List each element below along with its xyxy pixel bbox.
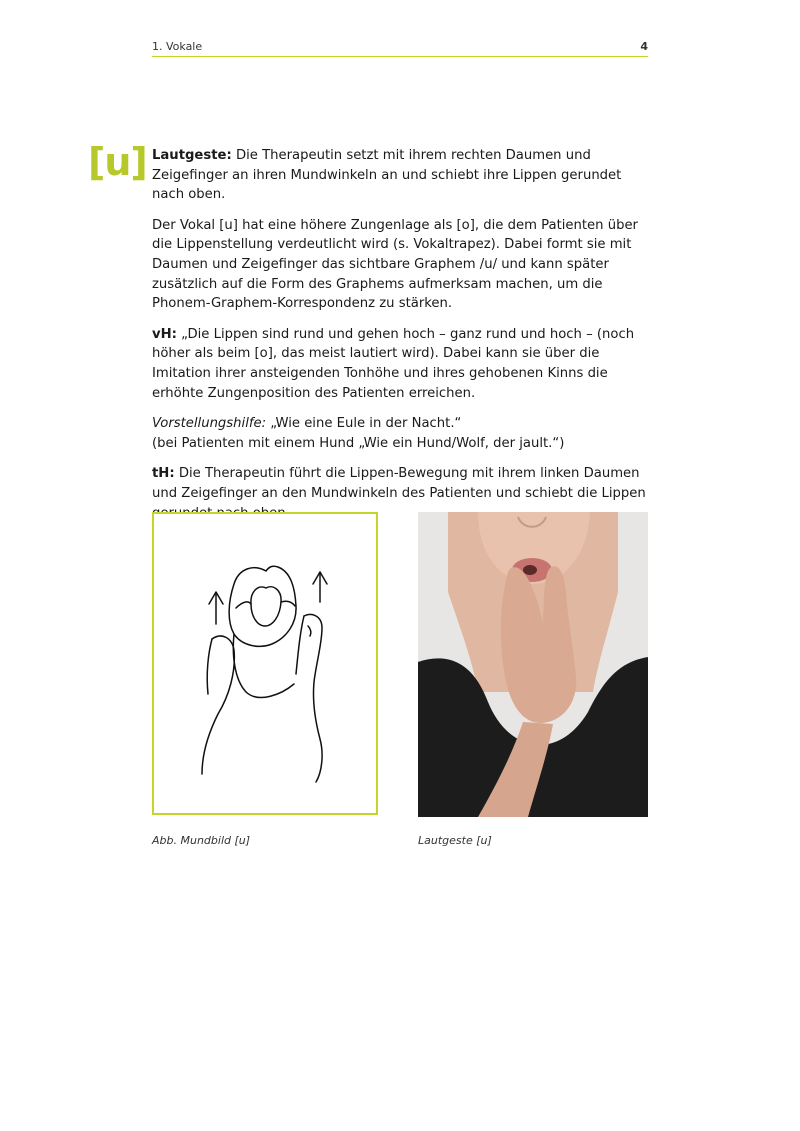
photo-illustration: [418, 512, 648, 817]
phoneme-symbol: [u]: [88, 140, 147, 184]
page-number: 4: [640, 40, 648, 53]
label-lautgeste: Lautgeste:: [152, 148, 232, 163]
paragraph-lautgeste: [152, 146, 652, 205]
label-vh: vH:: [152, 326, 177, 342]
caption-mundbild: Abb. Mundbild [u]: [152, 834, 251, 847]
text-th: Die Therapeutin führt die Lippen-Bewegung mit ihrem linken Daumen und Zeigefinger an den Mundwinkeln des Patienten und schiebt die Lippen: [152, 466, 646, 501]
page-header: [152, 38, 648, 57]
mouth-drawing-figure: [152, 512, 378, 815]
main-text: [152, 146, 652, 534]
caption-lautgeste: Lautgeste [u]: [418, 834, 492, 847]
lautgeste-photo: [418, 512, 648, 817]
mouth-drawing: [154, 514, 376, 813]
text-vh: „Die Lippen sind rund und gehen hoch – ganz rund und hoch – (noch höher als beim [o], das meist lautiert wird). Dabei kann sie über die Imitation ihrer ansteigenden Tonhöhe und ihres gehobenen Kinns die erhöhte Zungenposition des Patienten erreichen.: [152, 326, 635, 401]
label-vorstellungshilfe: Vorstellungshilfe:: [152, 416, 267, 432]
text-vokal: Der Vokal [u] hat eine höhere Zungenlage als [o], die dem Patienten über die Lippenstellung verdeutlicht wird (s. Vokaltrapez). Dabei formt sie mit Daumen und Zeigefinger das sichtbare Graphem /u/ und kann später zusätzlich auf die Form des Graphems aufmerksam machen, um die Phonem-Graphem-Korrespondenz zu stärken.: [152, 217, 638, 312]
text-lautgeste: Die Therapeutin setzt mit ihrem rechten Daumen und Zeigefinger an ihren Mundwinkeln an und schiebt ihre Lippen gerundet nach oben.: [152, 148, 622, 203]
paragraph-vokal: [152, 216, 652, 314]
text-vorstellungshilfe-line2: (bei Patienten mit einem Hund „Wie ein Hund/Wolf, der jault.“): [152, 435, 565, 451]
text-vorstellungshilfe: „Wie eine Eule in der Nacht.“: [266, 416, 462, 432]
paragraph-vh: [152, 325, 652, 403]
section-title: 1. Vokale: [152, 40, 203, 53]
label-th: tH:: [152, 466, 175, 482]
paragraph-vorstellungshilfe: [152, 414, 652, 453]
